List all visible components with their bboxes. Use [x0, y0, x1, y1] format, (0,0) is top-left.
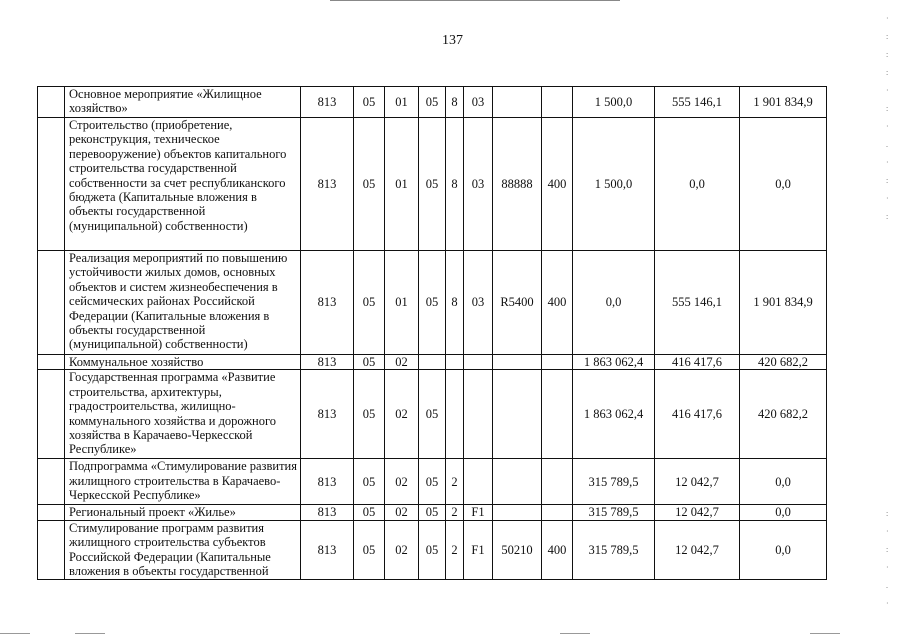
cell-direction: R5400: [493, 251, 542, 355]
cell-activity: [464, 459, 493, 505]
cell-section: 05: [354, 520, 385, 579]
cell-expense-type: 400: [542, 251, 573, 355]
margin-marks-lower: : · : · . ·: [886, 509, 889, 608]
row-name: Строительство (приобретение, реконструкция, техническое перевооружение) объектов капитального строительства государственной собственности за счет республиканского бюджета (Капитальные вложения в объекты государственной (муниципальной) собственности): [65, 118, 301, 251]
margin-marks: · : : : · : · . · : · :: [886, 14, 889, 221]
cell-expense-type: [542, 505, 573, 520]
cell-expense-type: [542, 87, 573, 118]
table-row: [38, 355, 827, 370]
table-row: [38, 370, 827, 459]
row-index-cell: [38, 370, 65, 459]
cell-amount-2: 416 417,6: [655, 355, 740, 370]
cell-amount-1: 315 789,5: [573, 459, 655, 505]
cell-amount-3: 420 682,2: [740, 370, 827, 459]
row-name: Государственная программа «Развитие строительства, архитектуры, градостроительства, жилищно-коммунального хозяйства и дорожного хозяйства в Карачаево-Черкесской Республике»: [65, 370, 301, 459]
cell-direction: [493, 505, 542, 520]
table-row: [38, 118, 827, 251]
cell-ministry: 813: [301, 87, 354, 118]
cell-activity: [464, 370, 493, 459]
bottom-rule-left: [0, 633, 30, 634]
cell-direction: 50210: [493, 520, 542, 579]
row-name: Подпрограмма «Стимулирование развития жилищного строительства в Карачаево-Черкесской Республике»: [65, 459, 301, 505]
row-index-cell: [38, 118, 65, 251]
cell-subsection: 01: [385, 118, 419, 251]
cell-expense-type: [542, 370, 573, 459]
cell-amount-2: 12 042,7: [655, 520, 740, 579]
page-number: 137: [442, 33, 463, 48]
top-rule: [330, 0, 620, 1]
row-name: Коммунальное хозяйство: [65, 355, 301, 370]
cell-amount-1: 1 500,0: [573, 87, 655, 118]
cell-amount-1: 315 789,5: [573, 505, 655, 520]
cell-amount-2: 12 042,7: [655, 459, 740, 505]
row-index-cell: [38, 520, 65, 579]
cell-activity: [464, 355, 493, 370]
table-row: [38, 505, 827, 520]
cell-subprogram: 2: [446, 505, 464, 520]
cell-section: 05: [354, 505, 385, 520]
cell-ministry: 813: [301, 251, 354, 355]
cell-amount-1: 0,0: [573, 251, 655, 355]
row-name: Реализация мероприятий по повышению устойчивости жилых домов, основных объектов и систем жизнеобеспечения в сейсмических районах Российской Федерации (Капитальные вложения в объекты государственной (муниципальной) собственности): [65, 251, 301, 355]
cell-section: 05: [354, 370, 385, 459]
cell-subprogram: [446, 355, 464, 370]
cell-ministry: 813: [301, 520, 354, 579]
cell-amount-1: 1 500,0: [573, 118, 655, 251]
cell-direction: [493, 355, 542, 370]
table-row: [38, 251, 827, 355]
cell-subsection: 02: [385, 520, 419, 579]
cell-section: 05: [354, 251, 385, 355]
row-index-cell: [38, 251, 65, 355]
cell-ministry: 813: [301, 118, 354, 251]
cell-subsection: 02: [385, 370, 419, 459]
cell-subprogram: 2: [446, 459, 464, 505]
cell-expense-type: [542, 459, 573, 505]
budget-table: [37, 86, 827, 580]
cell-amount-2: 416 417,6: [655, 370, 740, 459]
cell-program: 05: [419, 459, 446, 505]
cell-expense-type: 400: [542, 520, 573, 579]
cell-ministry: 813: [301, 370, 354, 459]
cell-amount-3: 1 901 834,9: [740, 251, 827, 355]
cell-program: 05: [419, 118, 446, 251]
cell-section: 05: [354, 87, 385, 118]
row-index-cell: [38, 87, 65, 118]
cell-ministry: 813: [301, 355, 354, 370]
table-row: [38, 520, 827, 579]
cell-amount-2: 555 146,1: [655, 87, 740, 118]
cell-program: 05: [419, 370, 446, 459]
cell-program: 05: [419, 251, 446, 355]
cell-activity: F1: [464, 520, 493, 579]
cell-activity: 03: [464, 87, 493, 118]
cell-section: 05: [354, 459, 385, 505]
cell-direction: 88888: [493, 118, 542, 251]
cell-subsection: 01: [385, 251, 419, 355]
cell-activity: 03: [464, 118, 493, 251]
table-row: [38, 459, 827, 505]
cell-amount-3: 0,0: [740, 459, 827, 505]
cell-ministry: 813: [301, 505, 354, 520]
cell-subprogram: 8: [446, 87, 464, 118]
cell-program: 05: [419, 520, 446, 579]
cell-expense-type: 400: [542, 118, 573, 251]
row-index-cell: [38, 355, 65, 370]
cell-activity: 03: [464, 251, 493, 355]
bottom-rule-right: [810, 633, 840, 634]
cell-amount-3: 0,0: [740, 520, 827, 579]
cell-amount-3: 1 901 834,9: [740, 87, 827, 118]
cell-subsection: 02: [385, 459, 419, 505]
cell-subsection: 01: [385, 87, 419, 118]
row-index-cell: [38, 505, 65, 520]
cell-ministry: 813: [301, 459, 354, 505]
cell-amount-1: 315 789,5: [573, 520, 655, 579]
cell-subprogram: [446, 370, 464, 459]
table-row: [38, 87, 827, 118]
cell-direction: [493, 87, 542, 118]
cell-direction: [493, 370, 542, 459]
cell-amount-2: 0,0: [655, 118, 740, 251]
cell-program: 05: [419, 505, 446, 520]
cell-amount-3: 420 682,2: [740, 355, 827, 370]
cell-amount-2: 12 042,7: [655, 505, 740, 520]
row-name: Основное мероприятие «Жилищное хозяйство»: [65, 87, 301, 118]
cell-program: 05: [419, 87, 446, 118]
cell-activity: F1: [464, 505, 493, 520]
cell-section: 05: [354, 118, 385, 251]
cell-direction: [493, 459, 542, 505]
cell-subprogram: 8: [446, 118, 464, 251]
cell-amount-3: 0,0: [740, 118, 827, 251]
cell-amount-2: 555 146,1: [655, 251, 740, 355]
cell-expense-type: [542, 355, 573, 370]
cell-subsection: 02: [385, 355, 419, 370]
row-index-cell: [38, 459, 65, 505]
cell-section: 05: [354, 355, 385, 370]
cell-subsection: 02: [385, 505, 419, 520]
cell-amount-1: 1 863 062,4: [573, 370, 655, 459]
cell-subprogram: 8: [446, 251, 464, 355]
cell-program: [419, 355, 446, 370]
bottom-rule: [75, 633, 105, 634]
row-name: Региональный проект «Жилье»: [65, 505, 301, 520]
cell-amount-1: 1 863 062,4: [573, 355, 655, 370]
cell-amount-3: 0,0: [740, 505, 827, 520]
row-name: Стимулирование программ развития жилищного строительства субъектов Российской Федерации (Капитальные вложения в объекты государственной: [65, 520, 301, 579]
bottom-rule: [560, 633, 590, 634]
cell-subprogram: 2: [446, 520, 464, 579]
